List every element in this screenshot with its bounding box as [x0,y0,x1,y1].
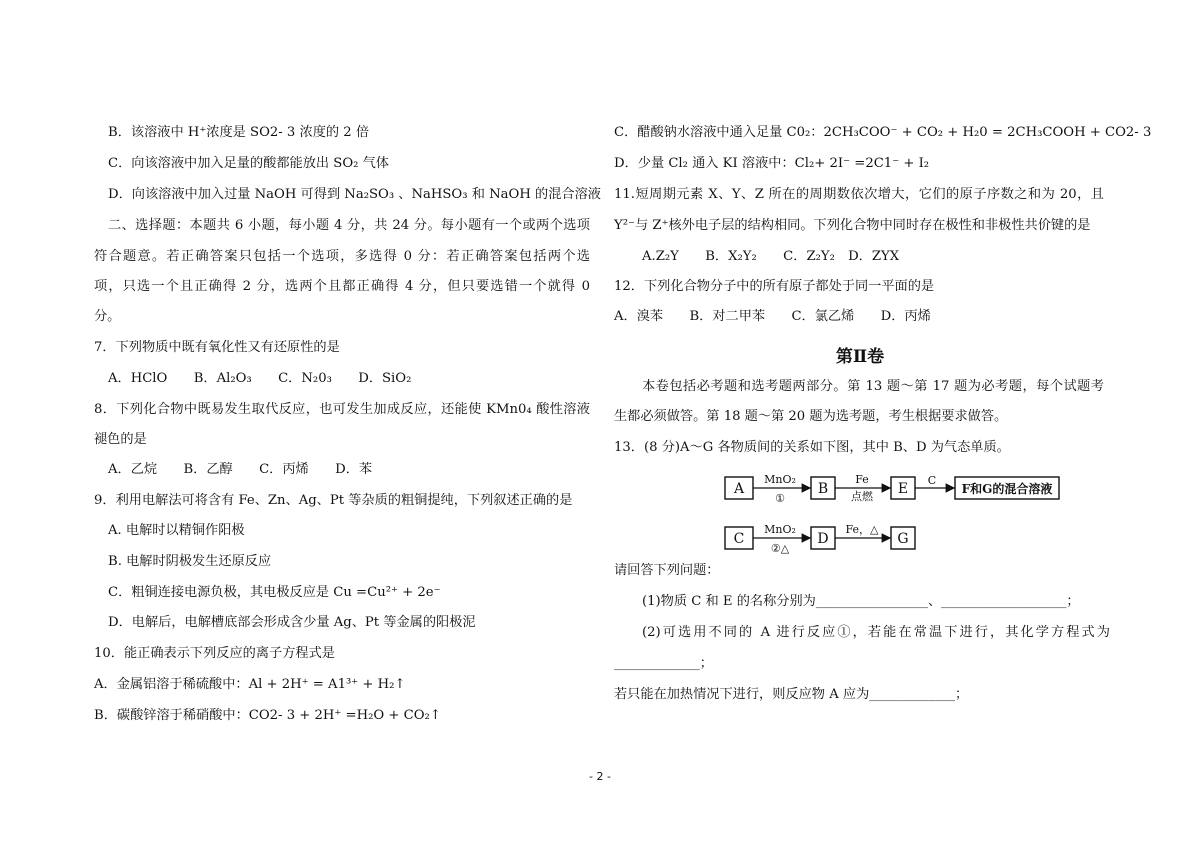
question-11-options: A.Z₂Y B．X₂Y₂ C．Z₂Y₂ D．ZYX [642,249,900,264]
box-c-label: C [733,531,745,547]
question-6-option-c: C．向该溶液中加入足量的酸都能放出 SO₂ 气体 [108,156,389,171]
question-9-option-d: D．电解后，电解槽底部会形成含少量 Ag、Pt 等金属的阳极泥 [108,615,476,630]
question-13-part-1: (1)物质 C 和 E 的名称分别为_________________、___________________； [642,594,1080,609]
section-2-instructions-line-1: 二、选择题：本题共 6 小题，每小题 4 分，共 24 分。每小题有一个或两个选项 [108,218,590,233]
arrow-4-bottom: ②△ [770,542,790,555]
question-10-option-b: B．碳酸锌溶于稀硝酸中：CO2- 3 + 2H⁺ =H₂O + CO₂↑ [94,708,441,723]
question-13-part-2-heating: 若只能在加热情况下进行，则反应物 A 应为_____________； [614,687,969,702]
arrow-2-top: Fe [855,473,869,486]
section-2-intro-line-1: 本卷包括必考题和选考题两部分。第 13 题～第 17 题为必考题，每个试题考 [642,379,1104,394]
question-8-stem-line-1: 8．下列化合物中既易发生取代反应，也可发生加成反应，还能使 KMn0₄ 酸性溶液 [94,402,590,417]
question-12-stem: 12．下列化合物分子中的所有原子都处于同一平面的是 [614,279,935,294]
question-13-part-2: (2)可选用不同的 A 进行反应①，若能在常温下进行，其化学方程式为 [642,625,1110,640]
question-10-option-c: C．醋酸钠水溶液中通入足量 C0₂：2CH₃COO⁻ + CO₂ + H₂0 = 2CH₃COOH + CO2- 3 [614,125,1152,140]
box-b-label: B [817,481,829,497]
arrow-1-top: MnO₂ [764,473,796,486]
question-9-stem: 9．利用电解法可将含有 Fe、Zn、Ag、Pt 等杂质的粗铜提纯，下列叙述正确的是 [94,493,573,508]
question-10-option-a: A．金属铝溶于稀硫酸中：Al + 2H⁺ = A1³⁺ + H₂↑ [94,677,406,692]
question-10-option-d: D．少量 Cl₂ 通入 KI 溶液中：Cl₂+ 2I⁻ =2C1⁻ + I₂ [614,156,930,171]
reaction-diagram [722,470,1067,560]
box-a-label: A [733,481,745,497]
question-9-option-a: A. 电解时以精铜作阳极 [108,523,245,538]
section-2-title: 第Ⅱ卷 [835,347,885,367]
question-12-options: A．溴苯 B．对二甲苯 C．氯乙烯 D．丙烯 [614,309,931,324]
question-9-option-c: C．粗铜连接电源负极，其电极反应是 Cu =Cu²⁺ + 2e⁻ [108,585,441,600]
question-13-prompt: 请回答下列问题： [614,563,720,578]
question-11-stem-line-1: 11.短周期元素 X、Y、Z 所在的周期数依次增大，它们的原子序数之和为 20，且 [614,187,1104,202]
question-6-option-b: B．该溶液中 H⁺浓度是 SO2- 3 浓度的 2 倍 [108,125,370,140]
arrow-3-top: C [927,474,937,487]
question-13-part-2-blank: _____________； [614,656,713,671]
section-2-instructions-line-4: 分。 [94,309,121,324]
section-2-intro-line-2: 生都必须做答。第 18 题～第 20 题为选考题，考生根据要求做答。 [614,409,1008,424]
section-2-instructions-line-2: 符合题意。若正确答案只包括一个选项，多选得 0 分：若正确答案包括两个选 [94,249,590,264]
section-2-instructions-line-3: 项，只选一个且正确得 2 分，选两个且都正确得 4 分，但只要选错一个就得 0 [94,279,590,294]
page-number: - 2 - [589,770,611,783]
question-8-stem-line-2: 褪色的是 [94,432,147,447]
question-7-stem: 7．下列物质中既有氧化性又有还原性的是 [94,340,340,355]
box-d-label: D [817,531,829,547]
question-7-options: A．HClO B．Al₂O₃ C．N₂0₃ D．SiO₂ [108,371,412,386]
box-fg-label: F和G的混合溶液 [961,482,1053,496]
question-6-option-d: D．向该溶液中加入过量 NaOH 可得到 Na₂SO₃ 、NaHSO₃ 和 NaOH 的混合溶液 [108,187,601,202]
arrow-1-bottom: ① [775,492,785,505]
question-9-option-b: B. 电解时阴极发生还原反应 [108,554,272,569]
arrow-4-top: MnO₂ [764,523,796,536]
question-13-stem: 13．(8 分)A～G 各物质间的关系如下图，其中 B、D 为气态单质。 [614,440,1010,455]
arrow-2-bottom: 点燃 [851,490,873,503]
box-e-label: E [897,481,909,497]
arrow-5-top: Fe，△ [845,523,879,536]
question-11-stem-line-2: Y²⁻与 Z⁺核外电子层的结构相同。下列化合物中同时存在极性和非极性共价键的是 [614,218,1091,233]
question-8-options: A．乙烷 B．乙醇 C．丙烯 D．苯 [108,462,373,477]
question-10-stem: 10．能正确表示下列反应的离子方程式是 [94,646,335,661]
box-g-label: G [897,531,909,547]
